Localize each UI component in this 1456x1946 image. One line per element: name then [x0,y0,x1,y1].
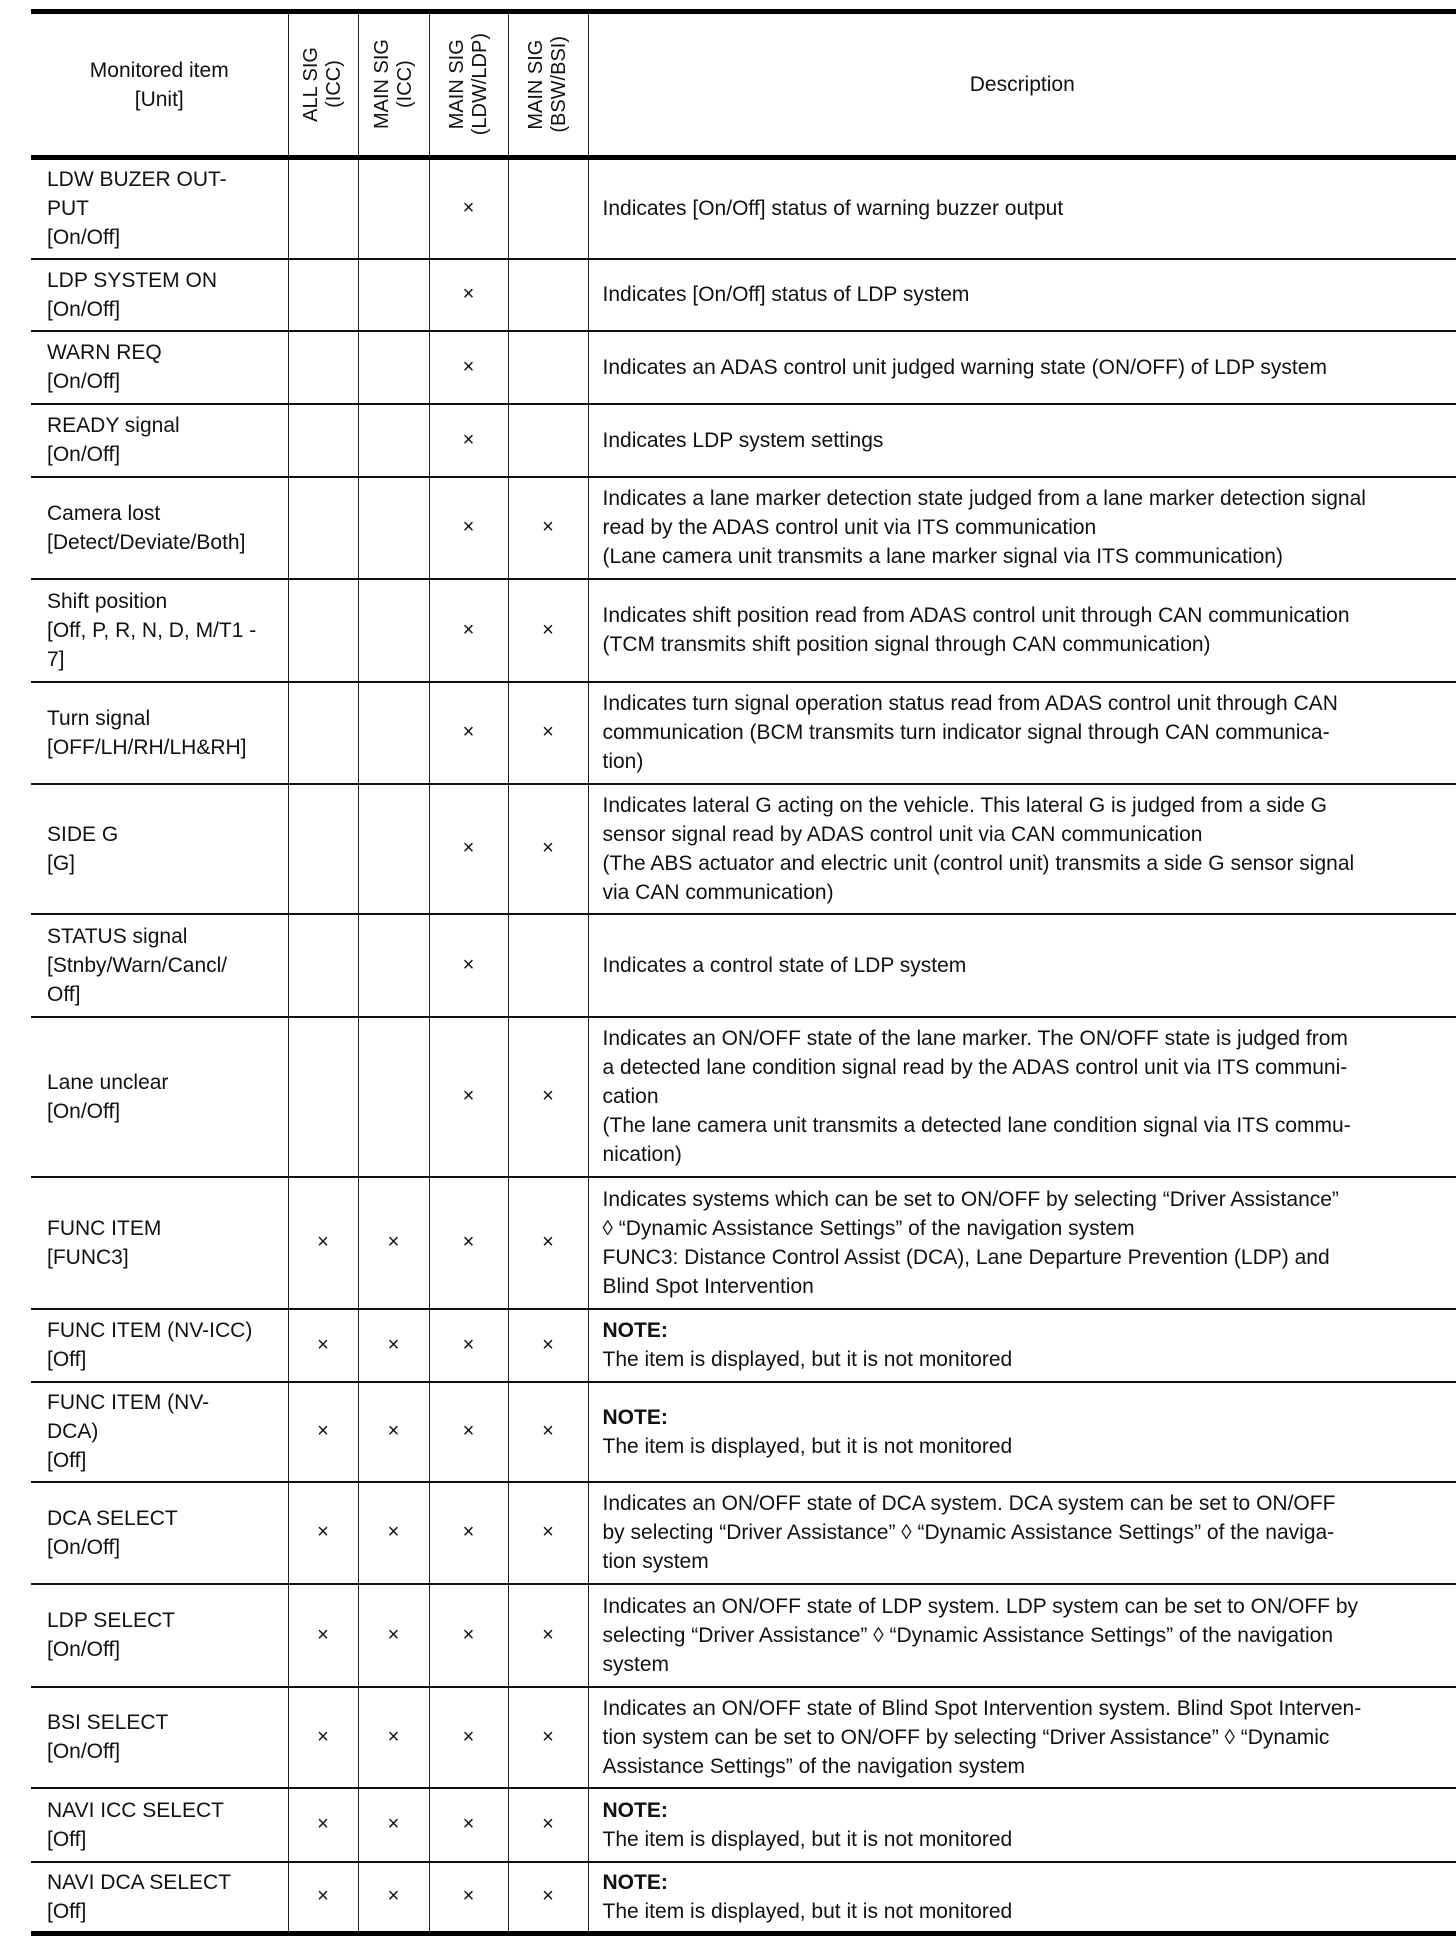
item-text-line: [Off] [47,1827,87,1851]
x-mark-icon: × [387,1885,400,1908]
description-text-line: communication (BCM transmits turn indicator signal through CAN communica- [602,721,1330,744]
x-mark-icon: × [462,953,475,976]
signal-mark-cell [358,477,429,579]
signal-mark-cell [358,1177,429,1309]
signal-mark-cell [508,158,588,259]
monitored-item-cell [31,682,288,784]
monitored-item-cell [31,1584,288,1687]
header-main-sig-icc [358,12,429,158]
x-mark-icon: × [387,1623,400,1646]
x-mark-icon: × [387,1231,400,1253]
table-row [31,1584,1456,1687]
x-mark-icon: × [542,721,554,743]
signal-mark-cell [429,259,508,331]
description-text-line: by selecting “Driver Assistance” ◊ “Dynamic Assistance Settings” of the naviga- [602,1521,1335,1544]
x-mark-icon: × [462,721,475,743]
item-text-line: READY signal [47,414,180,437]
x-mark-icon: × [542,1231,554,1253]
x-mark-icon: × [542,618,554,641]
signal-mark-cell [508,477,588,579]
description-text-line: Indicates an ADAS control unit judged warning state (ON/OFF) of LDP system [602,355,1327,379]
signal-mark-cell [429,1382,508,1482]
signal-mark-cell [358,1309,429,1382]
signal-mark-cell [288,579,358,682]
monitored-item-cell [31,1862,288,1934]
header-main-sig-bsw-bsi [508,12,588,158]
signal-mark-cell [508,1482,588,1584]
item-text-line: [Off] [47,1449,87,1472]
signal-mark-cell [358,1687,429,1788]
signal-mark-cell [429,1862,508,1934]
signal-mark-cell [429,682,508,784]
item-text-line: [FUNC3] [47,1245,129,1269]
x-mark-icon: × [317,1231,329,1253]
item-text-line: Shift position [47,589,168,613]
monitored-item-cell [31,158,288,259]
description-text-line: Indicates an ON/OFF state of Blind Spot Intervention system. Blind Spot Interven- [602,1696,1362,1720]
description-text-line: Indicates lateral G acting on the vehicle. This lateral G is judged from a side G [602,793,1327,817]
x-mark-icon: × [542,516,554,538]
description-cell [588,1687,1456,1788]
x-mark-icon: × [542,1885,554,1908]
note-label: NOTE: [602,1870,668,1894]
item-text-line: NAVI ICC SELECT [47,1798,224,1822]
signal-mark-cell [288,1177,358,1309]
description-text-line: (TCM transmits shift position signal through CAN communication) [602,633,1211,656]
item-text-line: [On/Off] [47,1535,121,1559]
signal-mark-cell [288,1584,358,1687]
description-cell [588,1584,1456,1687]
table-row [31,914,1456,1017]
signal-mark-cell [288,259,358,331]
description-text-line: Indicates an ON/OFF state of DCA system. DCA system can be set to ON/OFF [602,1492,1336,1515]
table-row [31,579,1456,682]
x-mark-icon: × [317,1813,329,1835]
signal-mark-cell [288,1788,358,1862]
description-text-line: selecting “Driver Assistance” ◊ “Dynamic Assistance Settings” of the navigation [602,1623,1334,1647]
signal-mark-cell [429,784,508,914]
header-row [31,12,1456,158]
note-label: NOTE: [602,1319,668,1342]
description-text-line: (The ABS actuator and electric unit (control unit) transmits a side G sensor signal [602,851,1355,875]
item-text-line: [Stnby/Warn/Cancl/ [47,953,228,977]
x-mark-icon: × [462,197,475,220]
description-text-line: FUNC3: Distance Control Assist (DCA), Lane Departure Prevention (LDP) and [602,1245,1330,1269]
table-row [31,331,1456,404]
item-text-line: Turn signal [47,706,151,730]
table-row [31,682,1456,784]
table-row [31,1788,1456,1862]
signal-mark-cell [288,477,358,579]
table-row [31,259,1456,331]
signal-mark-cell [288,1017,358,1177]
signal-mark-cell [508,1017,588,1177]
item-text-line: FUNC ITEM (NV- [47,1391,210,1414]
description-text-line: system [602,1652,670,1676]
signal-mark-cell [508,1788,588,1862]
signal-mark-cell [358,404,429,477]
description-cell [588,158,1456,259]
item-text-line: BSI SELECT [47,1711,169,1734]
signal-mark-cell [508,579,588,682]
note-label: NOTE: [602,1405,668,1429]
item-text-line: SIDE G [47,822,119,846]
item-text-line: [On/Off] [47,1740,121,1763]
table-row [31,1482,1456,1584]
item-text-line: NAVI DCA SELECT [47,1870,231,1894]
x-mark-icon: × [387,1333,400,1356]
signal-mark-cell [288,784,358,914]
monitored-item-cell [31,404,288,477]
description-text-line: Indicates systems which can be set to ON/OFF by selecting “Driver Assistance” [602,1187,1339,1211]
signal-mark-cell [358,1584,429,1687]
header-monitored-item [31,12,288,158]
signal-mark-cell [508,404,588,477]
description-text-line: (Lane camera unit transmits a lane marker signal via ITS communication) [602,545,1283,568]
description-text-line: Indicates [On/Off] status of warning buzzer output [602,197,1064,221]
signal-mark-cell [429,1788,508,1862]
description-text-line: sensor signal read by ADAS control unit via CAN communication [602,822,1203,846]
signal-mark-cell [508,1309,588,1382]
item-text-line: FUNC ITEM (NV-ICC) [47,1319,253,1342]
description-text-line: ◊ “Dynamic Assistance Settings” of the navigation system [602,1216,1135,1240]
signal-mark-cell [288,1309,358,1382]
description-cell [588,1177,1456,1309]
x-mark-icon: × [317,1521,329,1543]
description-text-line: tion system [602,1550,709,1573]
signal-mark-cell [429,404,508,477]
table-row [31,477,1456,579]
table-row [31,1862,1456,1934]
x-mark-icon: × [542,1813,554,1835]
description-text-line: tion system can be set to ON/OFF by selecting “Driver Assistance” ◊ “Dynamic [602,1725,1330,1749]
x-mark-icon: × [462,1725,475,1748]
x-mark-icon: × [317,1623,329,1646]
item-text-line: LDP SYSTEM ON [47,268,217,292]
table-row [31,1017,1456,1177]
x-mark-icon: × [462,428,475,451]
description-cell [588,579,1456,682]
signal-mark-cell [288,1382,358,1482]
signal-mark-cell [429,914,508,1017]
description-text-line: Assistance Settings” of the navigation system [602,1754,1026,1778]
monitored-item-cell [31,914,288,1017]
item-text-line: [On/Off] [47,226,121,250]
x-mark-icon: × [387,1521,400,1543]
signal-mark-cell [288,682,358,784]
description-text-line: Indicates LDP system settings [602,428,884,452]
x-mark-icon: × [462,283,475,305]
table-row [31,1177,1456,1309]
signal-mark-cell [429,1177,508,1309]
signal-mark-cell [288,1687,358,1788]
description-cell [588,784,1456,914]
x-mark-icon: × [387,1813,400,1835]
signal-mark-cell [508,259,588,331]
monitored-item-cell [31,784,288,914]
signal-mark-cell [429,579,508,682]
table-row [31,1382,1456,1482]
x-mark-icon: × [462,1420,475,1442]
x-mark-icon: × [462,1885,475,1908]
table-row [31,1687,1456,1788]
signal-mark-cell [508,682,588,784]
item-text-line: [Off] [47,1899,87,1923]
item-text-line: Off] [47,982,81,1006]
x-mark-icon: × [462,837,475,859]
description-text-line: a detected lane condition signal read by the ADAS control unit via ITS communi- [602,1056,1348,1079]
signal-mark-cell [508,1177,588,1309]
description-text-line: Indicates turn signal operation status read from ADAS control unit through CAN [602,692,1338,715]
x-mark-icon: × [387,1420,400,1442]
x-mark-icon: × [462,1623,475,1646]
signal-mark-cell [429,477,508,579]
x-mark-icon: × [317,1885,329,1908]
item-text-line: WARN REQ [47,341,162,364]
description-text-line: Blind Spot Intervention [602,1274,814,1298]
item-text-line: Lane unclear [47,1070,169,1094]
header-label: MAIN SIG [445,39,468,130]
item-text-line: [G] [47,851,76,875]
monitored-item-cell [31,579,288,682]
description-text-line: tion) [602,750,644,773]
description-cell [588,1382,1456,1482]
x-mark-icon: × [317,1333,329,1356]
description-cell [588,914,1456,1017]
signal-mark-cell [508,1687,588,1788]
x-mark-icon: × [317,1420,329,1442]
description-text-line: Indicates [On/Off] status of LDP system [602,283,970,306]
item-text-line: [On/Off] [47,1099,121,1123]
description-text-line: cation [602,1085,659,1108]
monitored-item-cell [31,1382,288,1482]
header-sublabel: (LDW/LDP) [468,33,491,136]
description-cell [588,404,1456,477]
signal-mark-cell [358,259,429,331]
item-text-line: DCA) [47,1420,99,1443]
header-all-sig-icc [288,12,358,158]
item-text-line: [On/Off] [47,370,121,393]
monitored-item-cell [31,1788,288,1862]
description-text-line: The item is displayed, but it is not monitored [602,1827,1013,1851]
description-cell [588,1862,1456,1934]
description-text-line: Indicates an ON/OFF state of LDP system. LDP system can be set to ON/OFF by [602,1594,1358,1618]
signal-mark-cell [358,1382,429,1482]
monitored-item-cell [31,259,288,331]
signal-mark-cell [288,404,358,477]
signal-mark-cell [508,784,588,914]
table-row [31,158,1456,259]
signal-mark-cell [429,158,508,259]
header-label: MAIN SIG [370,39,393,130]
description-cell [588,1017,1456,1177]
header-sublabel: (ICC) [323,60,345,109]
table-row [31,784,1456,914]
signal-mark-cell [429,1584,508,1687]
header-label: ALL SIG [300,47,322,122]
item-text-line: [Off, P, R, N, D, M/T1 - [47,618,257,642]
table-row [31,404,1456,477]
description-text-line: Indicates shift position read from ADAS control unit through CAN communication [602,604,1350,627]
signal-mark-cell [288,914,358,1017]
signal-mark-cell [358,784,429,914]
description-text-line: Indicates an ON/OFF state of the lane marker. The ON/OFF state is judged from [602,1027,1348,1050]
x-mark-icon: × [542,1085,554,1107]
item-text-line: FUNC ITEM [47,1216,162,1240]
signal-mark-cell [358,331,429,404]
description-text-line: Indicates a control state of LDP system [602,953,967,977]
monitored-item-cell [31,1482,288,1584]
signal-mark-cell [288,1862,358,1934]
signal-mark-cell [429,1017,508,1177]
description-cell [588,1788,1456,1862]
header-main-sig-ldw-ldp [429,12,508,158]
signal-mark-cell [508,1862,588,1934]
signal-mark-cell [358,1788,429,1862]
item-text-line: 7] [47,647,65,671]
signal-mark-cell [429,1309,508,1382]
note-label: NOTE: [602,1798,668,1822]
description-cell [588,331,1456,404]
description-text-line: nication) [602,1143,682,1166]
item-text-line: [On/Off] [47,297,121,321]
signal-mark-cell [358,1017,429,1177]
x-mark-icon: × [542,837,554,859]
header-sublabel: (ICC) [393,60,416,109]
x-mark-icon: × [317,1725,329,1748]
signal-mark-cell [508,1382,588,1482]
item-text-line: [On/Off] [47,1638,121,1661]
header-label: MAIN SIG [525,39,547,130]
item-text-line: PUT [47,197,89,221]
x-mark-icon: × [462,516,475,538]
signal-mark-cell [358,1862,429,1934]
x-mark-icon: × [542,1420,554,1442]
signal-mark-cell [288,331,358,404]
x-mark-icon: × [462,1813,475,1835]
item-text-line: STATUS signal [47,924,188,948]
item-text-line: LDW BUZER OUT- [47,168,227,192]
table-row [31,1309,1456,1382]
x-mark-icon: × [462,1085,475,1107]
signal-mark-cell [508,914,588,1017]
description-text-line: read by the ADAS control unit via ITS communication [602,516,1097,539]
x-mark-icon: × [462,1333,475,1356]
header-unit-label: [Unit] [134,87,184,111]
item-text-line: LDP SELECT [47,1609,175,1632]
description-cell [588,1482,1456,1584]
signal-mark-cell [429,1482,508,1584]
signal-mark-cell [358,158,429,259]
item-text-line: [OFF/LH/RH/LH&RH] [47,735,247,759]
monitored-item-cell [31,1177,288,1309]
signal-mark-cell [429,331,508,404]
item-text-line: [On/Off] [47,443,121,466]
monitored-item-cell [31,1687,288,1788]
x-mark-icon: × [462,1231,475,1253]
description-text-line: The item is displayed, but it is not monitored [602,1434,1013,1458]
monitored-item-cell [31,1309,288,1382]
x-mark-icon: × [462,355,475,378]
signal-mark-cell [429,1687,508,1788]
description-text-line: The item is displayed, but it is not monitored [602,1899,1013,1923]
signal-mark-cell [508,331,588,404]
header-sublabel: (BSW/BSI) [548,36,570,133]
description-cell [588,259,1456,331]
signal-mark-cell [358,579,429,682]
signal-mark-cell [358,1482,429,1584]
item-text-line: DCA SELECT [47,1506,178,1530]
monitored-item-cell [31,1017,288,1177]
description-cell [588,477,1456,579]
signal-mark-cell [358,682,429,784]
signal-mark-cell [508,1584,588,1687]
signal-mark-cell [288,158,358,259]
monitor-item-table [31,9,1456,1936]
monitored-item-cell [31,331,288,404]
x-mark-icon: × [542,1725,554,1748]
x-mark-icon: × [542,1623,554,1646]
item-text-line: [Off] [47,1348,87,1371]
item-text-line: [Detect/Deviate/Both] [47,530,246,554]
description-text-line: The item is displayed, but it is not monitored [602,1348,1013,1371]
x-mark-icon: × [542,1333,554,1356]
x-mark-icon: × [462,618,475,641]
description-cell [588,682,1456,784]
x-mark-icon: × [542,1521,554,1543]
x-mark-icon: × [387,1725,400,1748]
x-mark-icon: × [462,1521,475,1543]
header-item-label: Monitored item [89,58,229,82]
description-text-line: (The lane camera unit transmits a detected lane condition signal via ITS commu- [602,1114,1351,1137]
description-cell [588,1309,1456,1382]
item-text-line: Camera lost [47,501,161,525]
description-text-line: Indicates a lane marker detection state judged from a lane marker detection signal [602,487,1366,510]
monitored-item-cell [31,477,288,579]
signal-mark-cell [358,914,429,1017]
signal-mark-cell [288,1482,358,1584]
header-description: Description [588,12,1456,158]
description-text-line: via CAN communication) [602,880,834,904]
